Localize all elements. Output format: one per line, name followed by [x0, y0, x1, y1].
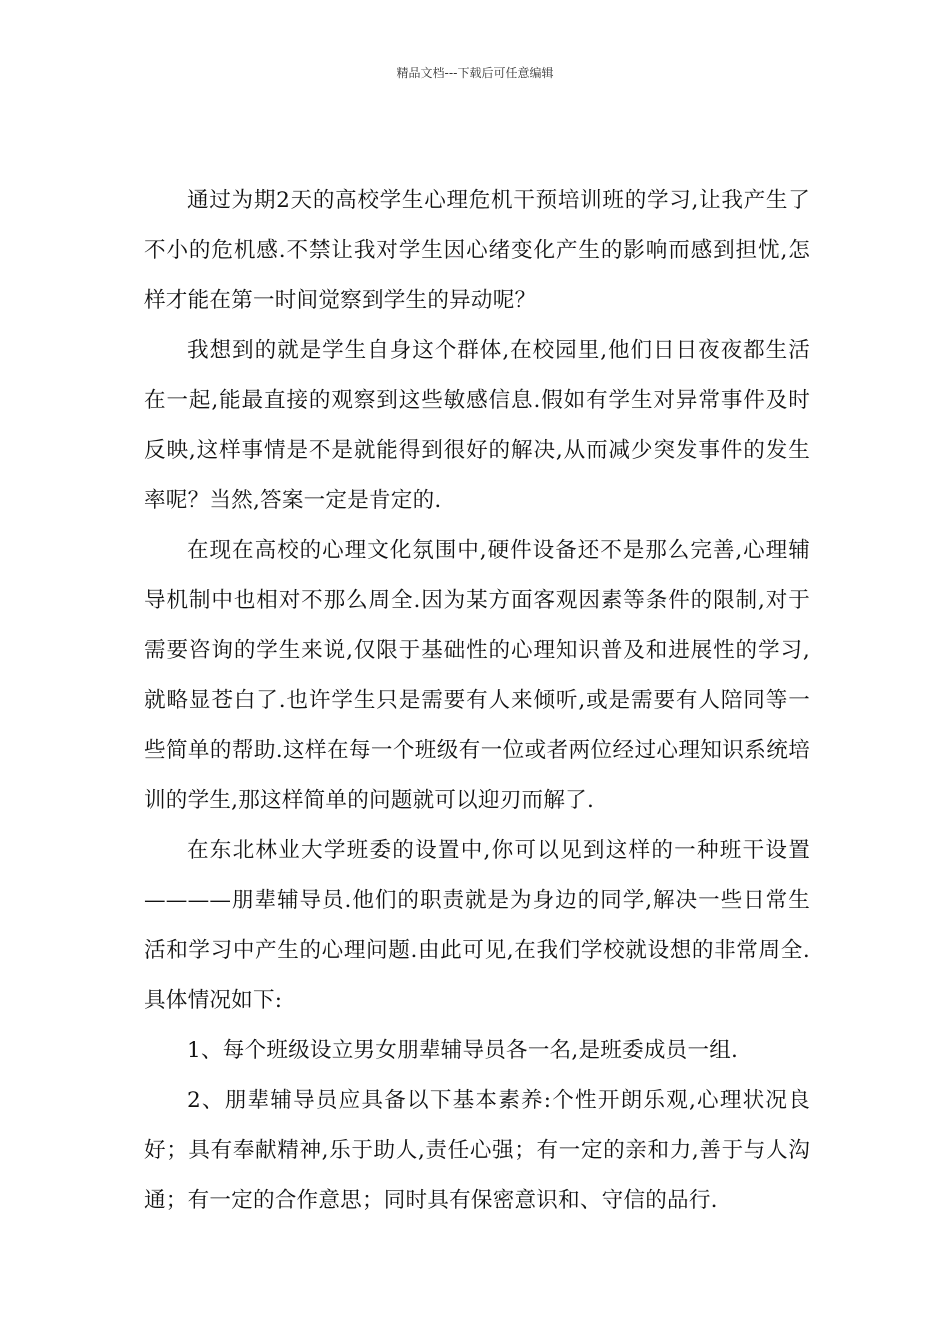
paragraph-2: 我想到的就是学生自身这个群体,在校园里,他们日日夜夜都生活在一起,能最直接的观察到这些敏感信息.假如有学生对异常事件及时反映,这样事情是不是就能得到很好的解决,从而减少突发事件的发生率呢？当然,答案一定是肯定的.	[144, 338, 810, 513]
paragraph-4: 在东北林业大学班委的设置中,你可以见到这样的一种班干设置————朋辈辅导员.他们的职责就是为身边的同学,解决一些日常生活和学习中产生的心理问题.由此可见,在我们学校就设想的非常周全.具体情况如下:	[144, 838, 810, 1013]
document-body	[144, 176, 810, 1226]
list-item-2: 2、朋辈辅导员应具备以下基本素养:个性开朗乐观,心理状况良好；具有奉献精神,乐于助人,责任心强；有一定的亲和力,善于与人沟通；有一定的合作意思；同时具有保密意识和、守信的品行.	[144, 1088, 810, 1213]
page-header: 精品文档---下载后可任意编辑	[396, 66, 554, 80]
list-item-1: 1、每个班级设立男女朋辈辅导员各一名,是班委成员一组.	[187, 1038, 739, 1063]
paragraph-1: 通过为期2天的高校学生心理危机干预培训班的学习,让我产生了不小的危机感.不禁让我对学生因心绪变化产生的影响而感到担忧,怎样才能在第一时间觉察到学生的异动呢？	[144, 188, 810, 313]
paragraph-3: 在现在高校的心理文化氛围中,硬件设备还不是那么完善,心理辅导机制中也相对不那么周全.因为某方面客观因素等条件的限制,对于需要咨询的学生来说,仅限于基础性的心理知识普及和进展性的学习,就略显苍白了.也许学生只是需要有人来倾听,或是需要有人陪同等一些简单的帮助.这样在每一个班级有一位或者两位经过心理知识系统培训的学生,那这样简单的问题就可以迎刃而解了.	[144, 538, 810, 813]
